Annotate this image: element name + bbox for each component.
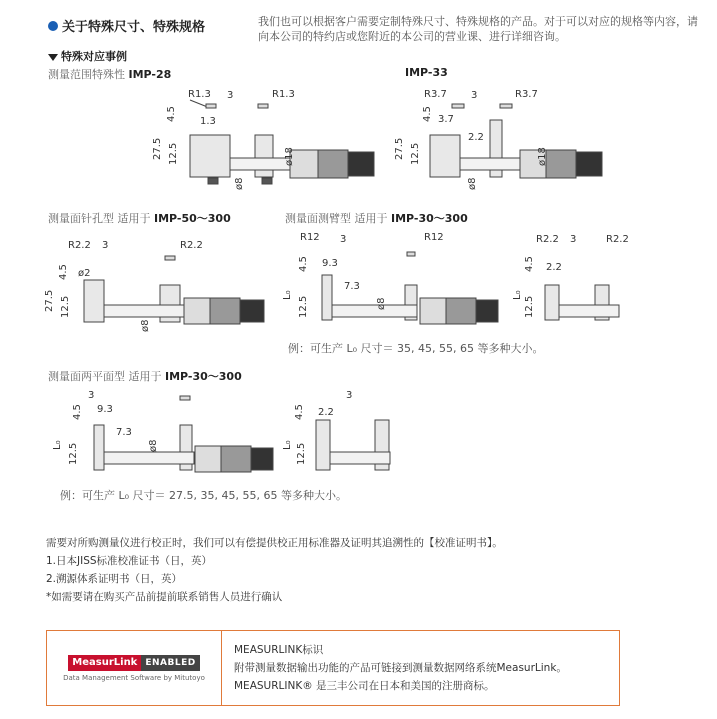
dim-45-c: 4.5 bbox=[58, 264, 69, 280]
dim-125-b: 12.5 bbox=[410, 142, 421, 165]
dim-275-a: 27.5 bbox=[152, 137, 163, 160]
dim-r22-d: R2.2 bbox=[606, 234, 629, 245]
intro-text: 我们也可以根据客户需要定制特殊尺寸、特殊规格的产品。对于可以对应的规格等内容，请向本公司的特约店或您附近的本公司的营业课、进行详细咨询。 bbox=[258, 15, 698, 43]
example-range-label: 测量范围特殊性 IMP-28 bbox=[48, 68, 172, 81]
measurlink-text bbox=[222, 631, 579, 705]
calibration-line-1: 需要对所购测量仪进行校正时，我们可以有偿提供校正用标准器及证明其追溯性的【校准证明书】。 bbox=[46, 537, 503, 549]
dim-93-b: 9.3 bbox=[97, 404, 113, 415]
dim-r22-c: R2.2 bbox=[536, 234, 559, 245]
dim-3-e: 3 bbox=[570, 234, 577, 245]
dim-r22-b: R2.2 bbox=[180, 240, 203, 251]
calibration-line-3: 2.溯源体系证明书（日，英） bbox=[46, 573, 183, 585]
dim-r37-b: R3.7 bbox=[515, 89, 538, 100]
dim-3-g: 3 bbox=[346, 390, 353, 401]
dim-73-b: 7.3 bbox=[116, 427, 132, 438]
dim-73-a: 7.3 bbox=[344, 281, 360, 292]
dim-125-e: 12.5 bbox=[524, 295, 535, 318]
logo-subtitle: Data Management Software by Mitutoyo bbox=[63, 673, 205, 682]
dim-125-g: 12.5 bbox=[296, 442, 307, 465]
dim-125-c: 12.5 bbox=[60, 295, 71, 318]
drawing-imp28 bbox=[152, 89, 374, 190]
dim-22-b: 2.2 bbox=[546, 262, 562, 273]
dim-r13-b: R1.3 bbox=[272, 89, 295, 100]
dim-phi8-b: ø8 bbox=[467, 177, 478, 190]
dim-phi2: ø2 bbox=[78, 268, 91, 279]
dim-3-d: 3 bbox=[340, 234, 347, 245]
dim-phi8-a: ø8 bbox=[234, 177, 245, 190]
calibration-line-2: 1.日本JISS标准校准证书（日，英） bbox=[46, 555, 213, 567]
heading-text: 关于特殊尺寸、特殊规格 bbox=[62, 20, 206, 35]
dim-45-g: 4.5 bbox=[294, 404, 305, 420]
measurlink-logo bbox=[47, 631, 222, 705]
dim-r13-a: R1.3 bbox=[188, 89, 211, 100]
example-pinhole-label: 测量面针孔型 适用于 IMP-50～300 bbox=[48, 212, 231, 225]
dim-93-a: 9.3 bbox=[322, 258, 338, 269]
dim-3-b: 3 bbox=[471, 90, 478, 101]
dim-125-d: 12.5 bbox=[298, 295, 309, 318]
drawing-flat bbox=[52, 390, 273, 472]
dim-phi8-c: ø8 bbox=[140, 319, 151, 332]
dim-r12-a: R12 bbox=[300, 232, 320, 243]
dim-45-b: 4.5 bbox=[422, 106, 433, 122]
subheading: 特殊对应事例 bbox=[48, 48, 127, 64]
dim-125-f: 12.5 bbox=[68, 442, 79, 465]
dim-125-a: 12.5 bbox=[168, 142, 179, 165]
example-arm-label: 测量面测臂型 适用于 IMP-30～300 bbox=[285, 212, 468, 225]
dim-3-c: 3 bbox=[102, 240, 109, 251]
measurlink-title: MEASURLINK标识 bbox=[234, 644, 324, 656]
dim-45-f: 4.5 bbox=[72, 404, 83, 420]
dim-45-e: 4.5 bbox=[524, 256, 535, 272]
measurlink-box bbox=[46, 630, 620, 706]
dim-45-a: 4.5 bbox=[166, 106, 177, 122]
dim-r37-a: R3.7 bbox=[424, 89, 447, 100]
dim-r12-b: R12 bbox=[424, 232, 444, 243]
drawing-arm bbox=[282, 232, 498, 324]
measurlink-desc: 附带测量数据输出功能的产品可链接到测量数据网络系统MeasurLink。 bbox=[234, 662, 567, 674]
dim-l0-b: L₀ bbox=[512, 290, 523, 300]
dim-3-f: 3 bbox=[88, 390, 95, 401]
measurlink-trademark: MEASURLINK® 是三丰公司在日本和美国的注册商标。 bbox=[234, 680, 495, 692]
dim-l0-a: L₀ bbox=[282, 290, 293, 300]
drawing-arm-2 bbox=[512, 234, 629, 320]
dim-r22-a: R2.2 bbox=[68, 240, 91, 251]
example-flat-label: 测量面两平面型 适用于 IMP-30～300 bbox=[48, 370, 242, 383]
dim-phi18-b: ø18 bbox=[537, 147, 548, 166]
dim-13: 1.3 bbox=[200, 116, 216, 127]
dim-37: 3.7 bbox=[438, 114, 454, 125]
example-range2-model: IMP-33 bbox=[405, 66, 448, 79]
note-arm-sizes: 例：可生产 L₀ 尺寸＝ 35, 45, 55, 65 等多种大小。 bbox=[288, 342, 544, 355]
logo-main: MeasurLink bbox=[68, 655, 141, 671]
drawing-imp33 bbox=[394, 89, 602, 190]
dim-3-a: 3 bbox=[227, 90, 234, 101]
dim-275-b: 27.5 bbox=[394, 137, 405, 160]
dim-22-a: 2.2 bbox=[468, 132, 484, 143]
dim-22-c: 2.2 bbox=[318, 407, 334, 418]
dim-45-d: 4.5 bbox=[298, 256, 309, 272]
dim-l0-c: L₀ bbox=[52, 440, 63, 450]
drawing-flat-2 bbox=[282, 390, 390, 470]
dim-phi8-e: ø8 bbox=[148, 439, 159, 452]
dim-275-c: 27.5 bbox=[44, 289, 55, 312]
calibration-line-4: *如需要请在购买产品前提前联系销售人员进行确认 bbox=[46, 591, 283, 603]
dim-phi8-d: ø8 bbox=[376, 297, 387, 310]
drawing-pinhole bbox=[44, 240, 264, 332]
logo-enabled: ENABLED bbox=[141, 655, 199, 671]
note-flat-sizes: 例：可生产 L₀ 尺寸＝ 27.5, 35, 45, 55, 65 等多种大小。 bbox=[60, 489, 347, 502]
dim-phi18-a: ø18 bbox=[284, 147, 295, 166]
dim-l0-d: L₀ bbox=[282, 440, 293, 450]
